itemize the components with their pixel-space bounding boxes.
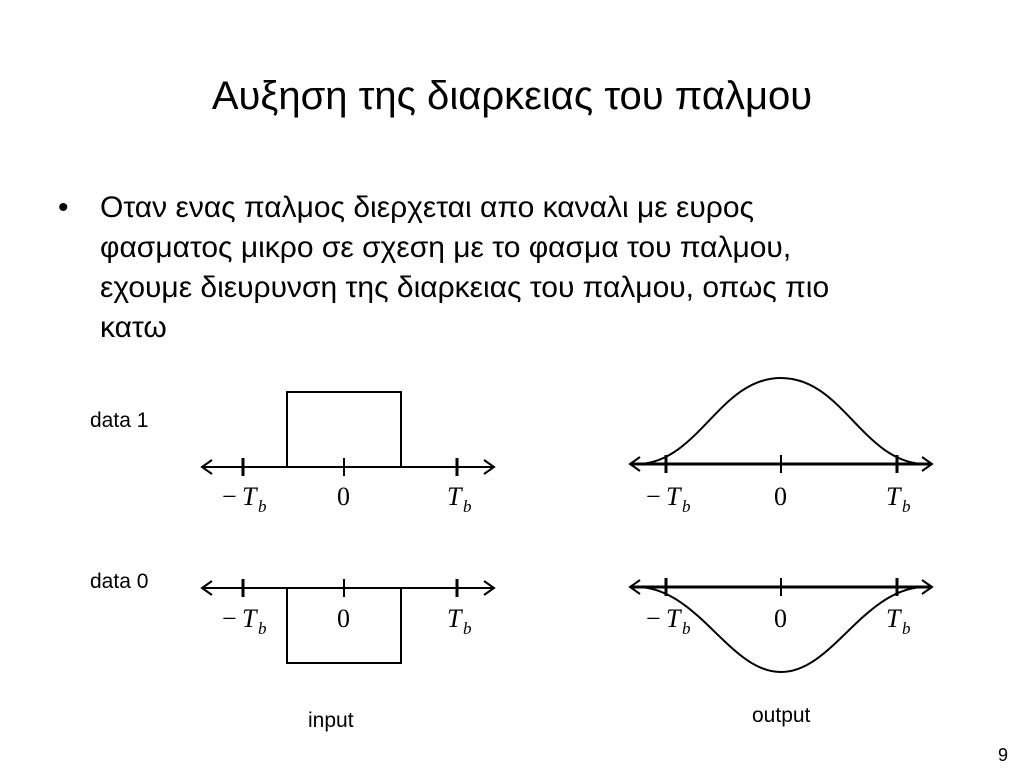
- slide-number: 9: [997, 745, 1008, 765]
- tick-label-T: T: [886, 604, 901, 633]
- tick-label-sub-b: b: [682, 619, 691, 638]
- tick-label-minus-sign: −: [646, 604, 661, 633]
- bullet-line-1: Οταν ενας παλμος διερχεται απο καναλι με ευρος: [100, 191, 754, 224]
- tick-label-sub-b: b: [682, 497, 691, 516]
- bullet-marker: •: [58, 191, 69, 224]
- tick-label-minus-sign: −: [222, 482, 237, 511]
- tick-label-sub-b: b: [258, 619, 267, 638]
- input-data1-ticklabels: [222, 482, 472, 516]
- slide-title: Αυξηση της διαρκειας του παλμου: [211, 74, 813, 118]
- row-label-data0: data 0: [90, 570, 149, 593]
- tick-label-T: T: [666, 482, 681, 511]
- tick-label-sub-b: b: [902, 619, 911, 638]
- bullet-line-4: κατω: [100, 311, 167, 344]
- output-data1-ticklabels: [646, 482, 911, 516]
- column-label-input: input: [308, 709, 354, 732]
- output-data1-plot: [630, 378, 932, 473]
- tick-label-zero: 0: [774, 604, 787, 633]
- tick-label-minus-sign: −: [646, 482, 661, 511]
- tick-label-zero: 0: [337, 482, 350, 511]
- tick-label-T: T: [242, 604, 257, 633]
- tick-label-sub-b: b: [463, 619, 472, 638]
- input-data1-plot: [202, 392, 494, 476]
- rect-pulse-positive: [287, 392, 401, 467]
- tick-label-zero: 0: [337, 604, 350, 633]
- column-label-output: output: [752, 704, 811, 727]
- tick-label-sub-b: b: [463, 497, 472, 516]
- tick-label-sub-b: b: [902, 497, 911, 516]
- tick-label-T: T: [242, 482, 257, 511]
- tick-label-T: T: [447, 482, 462, 511]
- bullet-line-3: εχουμε διευρυνση της διαρκειας του παλμου, οπως πιο: [100, 271, 830, 304]
- bullet-line-2: φασματος μικρο σε σχεση με το φασμα του παλμου,: [100, 231, 792, 264]
- tick-label-T: T: [666, 604, 681, 633]
- tick-label-T: T: [447, 604, 462, 633]
- row-label-data1: data 1: [90, 409, 149, 432]
- input-data0-ticklabels: [222, 604, 472, 638]
- tick-label-minus-sign: −: [222, 604, 237, 633]
- tick-label-zero: 0: [774, 482, 787, 511]
- tick-label-T: T: [886, 482, 901, 511]
- smooth-pulse-positive: [640, 378, 922, 464]
- tick-label-sub-b: b: [258, 497, 267, 516]
